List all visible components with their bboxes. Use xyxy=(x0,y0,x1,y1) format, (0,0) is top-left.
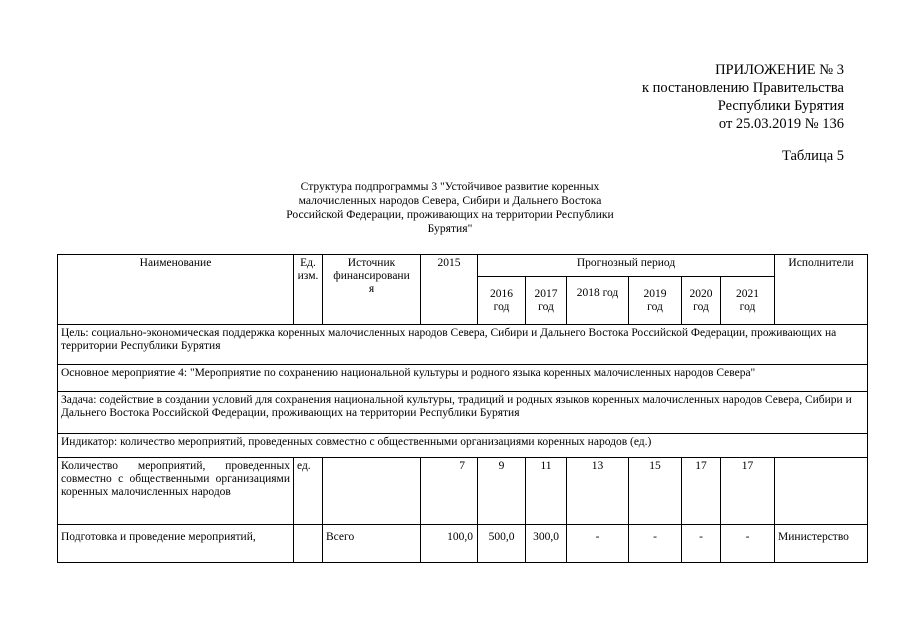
appendix-title: ПРИЛОЖЕНИЕ № 3 xyxy=(715,62,844,78)
col-header-2020 xyxy=(682,277,721,325)
year-label: 2016 xyxy=(490,287,513,300)
row-executor: Министерство xyxy=(775,525,868,563)
table-row xyxy=(58,525,868,563)
unit-header-line: Ед. xyxy=(300,257,316,269)
year-suffix: год xyxy=(739,300,756,313)
task-row: Задача: содействие в создании условий для сохранения национальной культуры, традиций и родных языков коренных малочисленных народов Севера, Сибири и Дальнего Востока Российской Федерации, проживающих на территории Республики Бурятия xyxy=(58,392,868,434)
col-header-2018: 2018 год xyxy=(567,277,629,325)
row-source xyxy=(323,458,421,525)
year-suffix: год xyxy=(493,300,510,313)
main-event-row: Основное мероприятие 4: "Мероприятие по сохранению национальной культуры и родного языка коренных малочисленных народов Севера" xyxy=(58,365,868,392)
row-name: Количество мероприятий, проведенных совместно с общественными организациями коренных малочисленных народов xyxy=(58,458,294,525)
row-unit: ед. xyxy=(294,458,323,525)
col-header-executors: Исполнители xyxy=(775,255,868,325)
row-value-2020: 17 xyxy=(682,458,721,525)
row-value-2018: - xyxy=(567,525,629,563)
row-executor xyxy=(775,458,868,525)
caption-line: Российской Федерации, проживающих на территории Республики xyxy=(286,208,614,221)
row-value-2017: 11 xyxy=(526,458,567,525)
caption-line: Бурятия" xyxy=(427,222,473,235)
source-header-line: я xyxy=(368,283,375,295)
unit-header-line: изм. xyxy=(297,270,319,282)
row-unit xyxy=(294,525,323,563)
row-value-2017: 300,0 xyxy=(526,525,567,563)
source-header-line: Источник xyxy=(347,257,396,269)
year-suffix: год xyxy=(538,300,554,313)
year-suffix: год xyxy=(647,300,663,313)
table-caption xyxy=(250,180,650,236)
appendix-date: от 25.03.2019 № 136 xyxy=(718,116,844,132)
appendix-header xyxy=(642,61,844,133)
caption-line: Структура подпрограммы 3 "Устойчивое развитие коренных xyxy=(300,180,600,193)
col-header-2019 xyxy=(629,277,682,325)
col-header-2015: 2015 xyxy=(421,255,478,325)
year-suffix: год xyxy=(693,300,709,313)
year-label: 2020 xyxy=(689,287,713,300)
year-label: 2021 xyxy=(736,287,760,300)
col-header-name: Наименование xyxy=(58,255,294,325)
col-header-forecast: Прогнозный период xyxy=(478,255,775,277)
caption-line: малочисленных народов Севера, Сибири и Дальнего Востока xyxy=(298,194,602,207)
table-number: Таблица 5 xyxy=(781,148,844,164)
col-header-unit xyxy=(294,255,323,325)
col-header-2016 xyxy=(478,277,526,325)
appendix-republic: Республики Бурятия xyxy=(717,98,844,114)
row-value-2015: 7 xyxy=(421,458,478,525)
row-value-2021: 17 xyxy=(721,458,775,525)
row-value-2020: - xyxy=(682,525,721,563)
row-value-2018: 13 xyxy=(567,458,629,525)
subprogram-structure-table xyxy=(57,254,868,563)
goal-row: Цель: социально-экономическая поддержка коренных малочисленных народов Севера, Сибири и Дальнего Востока Российской Федерации, проживающих на территории Республики Бурятия xyxy=(58,325,868,365)
row-value-2019: 15 xyxy=(629,458,682,525)
col-header-2021 xyxy=(721,277,775,325)
row-value-2019: - xyxy=(629,525,682,563)
year-label: 2019 xyxy=(643,287,667,300)
row-value-2021: - xyxy=(721,525,775,563)
col-header-source xyxy=(323,255,421,325)
row-value-2016: 500,0 xyxy=(478,525,526,563)
col-header-2017 xyxy=(526,277,567,325)
table-row xyxy=(58,458,868,525)
appendix-resolution: к постановлению Правительства xyxy=(642,80,844,96)
row-value-2016: 9 xyxy=(478,458,526,525)
indicator-row: Индикатор: количество мероприятий, проведенных совместно с общественными организациями коренных народов (ед.) xyxy=(58,434,868,458)
row-name: Подготовка и проведение мероприятий, xyxy=(58,525,294,563)
year-label: 2017 xyxy=(534,287,558,300)
row-source: Всего xyxy=(323,525,421,563)
source-header-line: финансировани xyxy=(333,270,410,282)
row-value-2015: 100,0 xyxy=(421,525,478,563)
